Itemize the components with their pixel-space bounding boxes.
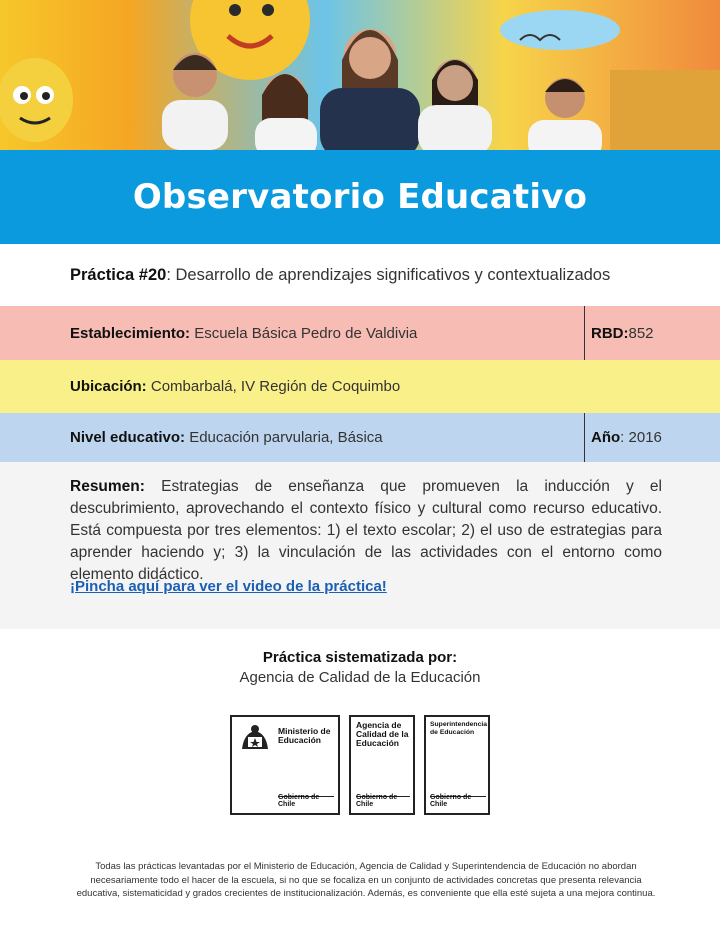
practice-heading xyxy=(70,266,610,285)
establecimiento-label: Establecimiento: xyxy=(70,324,191,342)
footer-disclaimer: Todas las prácticas levantadas por el Ministerio de Educación, Agencia de Calidad y Superintendencia de Educación no abordan necesariamente todo el hacer de la escuela, si no que se focaliza en un conjunto de actividades concretas que presenta relevancia educativa, sistematicidad y grados crecientes de institucionalización. Además, es conveniente que ella esté sujeta a una mejora continua. xyxy=(76,861,656,899)
nivel-value: Educación parvularia, Básica xyxy=(185,429,383,446)
ubicacion-cell xyxy=(70,378,400,395)
resumen-text: Estrategias de enseñanza que promueven la inducción y el descubrimiento, aprovechando el contexto físico y cultural como recurso educativo. Está compuesta por tres elementos: 1) el texto escolar; 2) el uso de estrategias para aprender haciendo y; 3) la vinculación de las actividades con el entorno como elemento didáctico. xyxy=(70,478,662,583)
agencia-name-line2: Calidad de la xyxy=(356,729,409,739)
rbd-value: 852 xyxy=(628,324,654,342)
row-establecimiento xyxy=(0,306,720,360)
practice-title: : Desarrollo de aprendizajes significativos y contextualizados xyxy=(166,266,611,284)
sistematizada-agency: Agencia de Calidad de la Educación xyxy=(239,669,481,686)
hero-illustration xyxy=(0,0,720,150)
ubicacion-label: Ubicación: xyxy=(70,378,147,395)
page-title: Observatorio Educativo xyxy=(132,177,588,217)
super-gobierno: Gobierno de Chile xyxy=(430,794,472,808)
anio-cell xyxy=(584,413,662,462)
anio-value: : 2016 xyxy=(620,429,662,446)
establecimiento-value: Escuela Básica Pedro de Valdivia xyxy=(190,324,418,342)
super-name xyxy=(430,721,487,737)
mural-bee xyxy=(0,58,73,142)
rbd-label: RBD: xyxy=(591,324,629,342)
chile-coat-of-arms-icon xyxy=(238,723,272,753)
agencia-logo xyxy=(349,715,415,815)
practice-number: Práctica #20 xyxy=(70,266,167,284)
sistematizada-title: Práctica sistematizada por: xyxy=(262,649,458,666)
resumen-paragraph xyxy=(70,476,662,586)
agencia-name-line1: Agencia de xyxy=(356,720,402,730)
nivel-label: Nivel educativo: xyxy=(70,429,186,446)
resumen-label: Resumen: xyxy=(70,478,145,495)
mineduc-name xyxy=(278,727,330,745)
video-link[interactable]: ¡Pincha aquí para ver el video de la práctica! xyxy=(70,578,387,595)
anio-label: Año xyxy=(591,429,621,446)
row-nivel xyxy=(0,413,720,462)
mineduc-name-line2: Educación xyxy=(278,735,321,745)
title-bar xyxy=(0,150,720,244)
super-name-line2: de Educación xyxy=(430,729,475,736)
establecimiento-cell xyxy=(70,325,417,342)
super-name-line1: Superintendencia xyxy=(430,721,488,728)
mineduc-logo xyxy=(230,715,340,815)
mineduc-name-line1: Ministerio de xyxy=(278,726,331,736)
resumen-section xyxy=(0,462,720,629)
row-ubicacion xyxy=(0,360,720,413)
nivel-cell xyxy=(70,429,383,446)
agencia-name-line3: Educación xyxy=(356,738,399,748)
rbd-cell xyxy=(584,306,654,360)
superintendencia-logo xyxy=(424,715,490,815)
mineduc-gobierno: Gobierno de Chile xyxy=(278,794,320,808)
agencia-name xyxy=(356,721,408,748)
hero-photo xyxy=(0,0,720,150)
agencia-gobierno: Gobierno de Chile xyxy=(356,794,398,808)
ubicacion-value: Combarbalá, IV Región de Coquimbo xyxy=(146,378,401,395)
